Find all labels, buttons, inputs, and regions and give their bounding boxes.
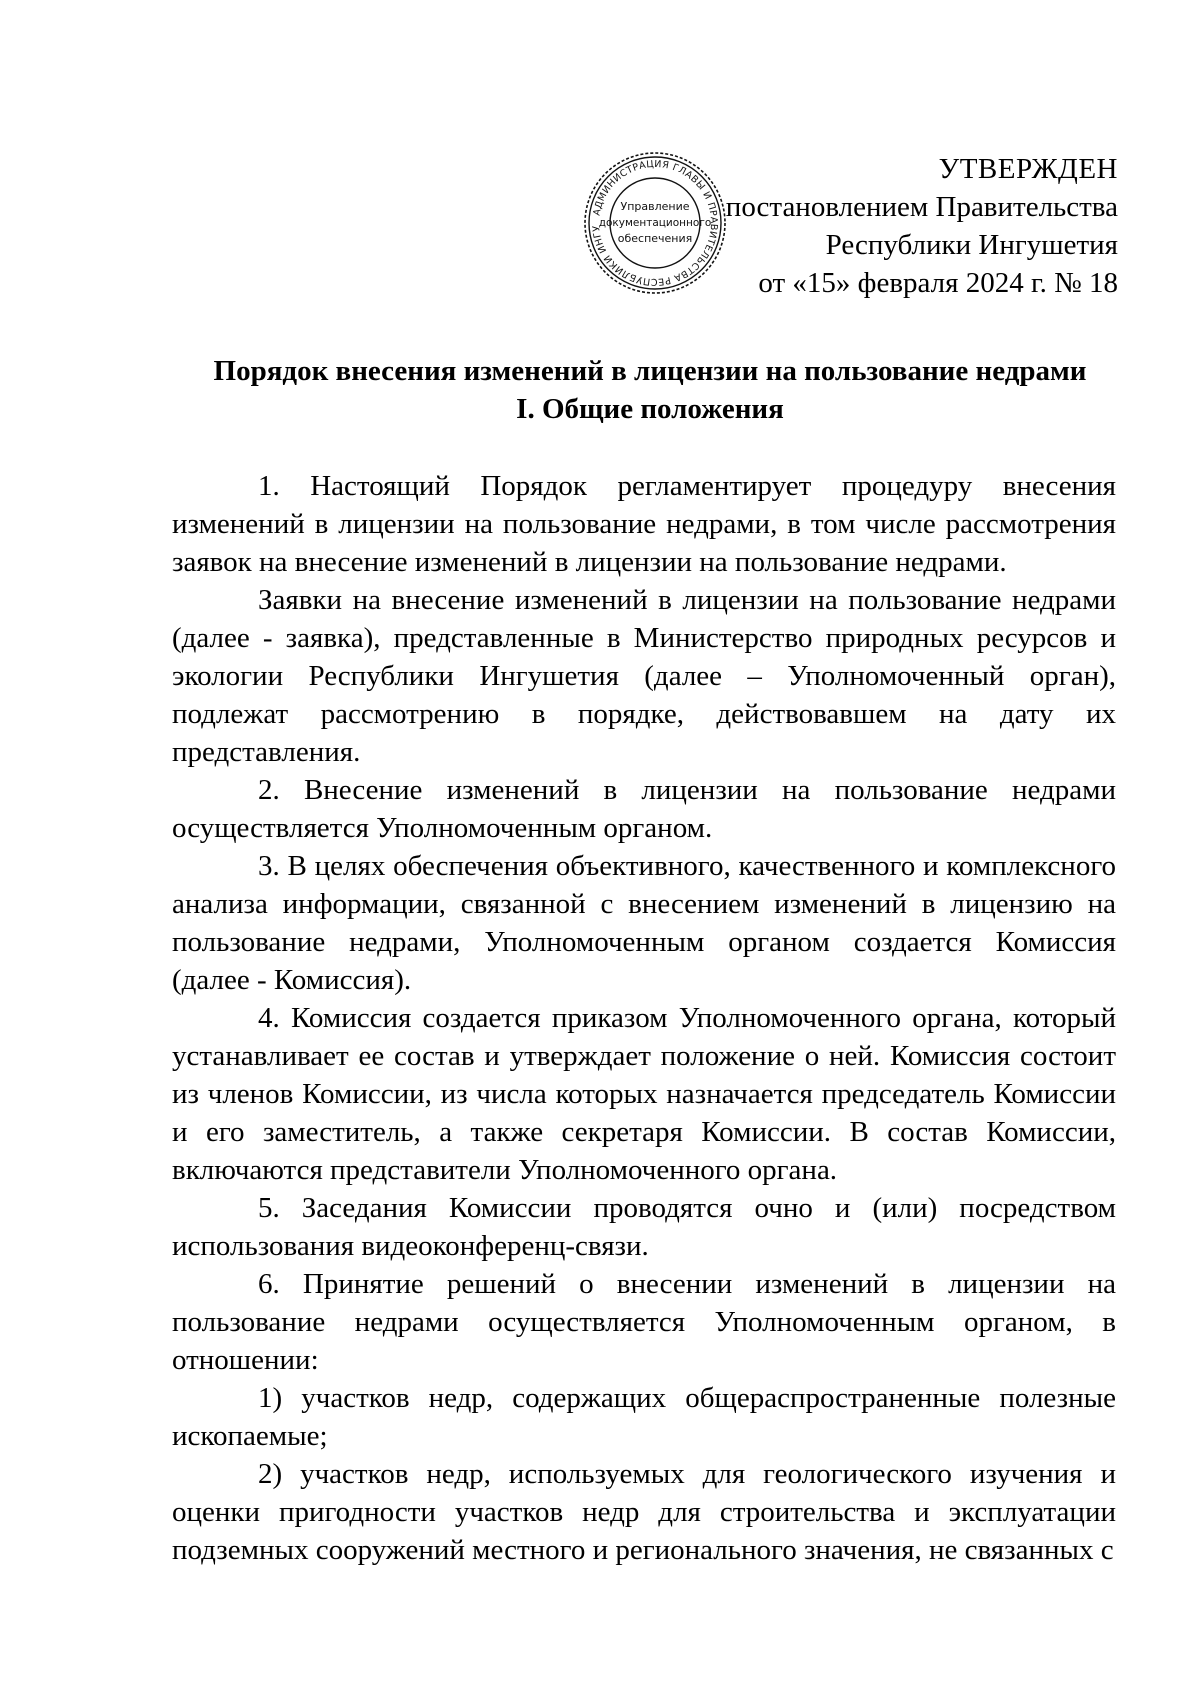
paragraph-8: 1) участков недр, содержащих общераспространенные полезные ископаемые;	[172, 1382, 1116, 1452]
paragraph-3: 2. Внесение изменений в лицензии на пользование недрами осуществляется Уполномоченным органом.	[172, 774, 1116, 844]
paragraph-7: 6. Принятие решений о внесении изменений в лицензии на пользование недрами осуществляется Уполномоченным органом, в отношении:	[172, 1268, 1116, 1376]
document-body	[172, 467, 1116, 1569]
paragraph-1: 1. Настоящий Порядок регламентирует процедуру внесения изменений в лицензии на пользование недрами, в том числе рассмотрения заявок на внесение изменений в лицензии на пользование недрами.	[172, 470, 1116, 578]
paragraph-5: 4. Комиссия создается приказом Уполномоченного органа, который устанавливает ее состав и утверждает положение о ней. Комиссия состоит из членов Комиссии, из числа которых назначается председатель Комиссии и его заместитель, а также секретаря Комиссии. В состав Комиссии, включаются представители Уполномоченного органа.	[172, 1002, 1116, 1186]
approval-republic: Республики Ингушетия	[825, 229, 1118, 261]
svg-text:документационного: документационного	[598, 217, 712, 229]
svg-text:обеспечения: обеспечения	[617, 232, 693, 245]
document-title: Порядок внесения изменений в лицензии на пользование недрами	[213, 355, 1087, 387]
approval-heading: УТВЕРЖДЕН	[938, 153, 1118, 185]
approval-block	[700, 150, 1118, 302]
paragraph-6: 5. Заседания Комиссии проводятся очно и (или) посредством использования видеоконференц-связи.	[172, 1192, 1116, 1262]
paragraph-9: 2) участков недр, используемых для геологического изучения и оценки пригодности участков недр для строительства и эксплуатации подземных сооружений местного и регионального значения, не связанных с	[172, 1458, 1116, 1566]
section-heading: I. Общие положения	[516, 393, 784, 425]
approval-decree: постановлением Правительства	[725, 191, 1118, 223]
paragraph-2: Заявки на внесение изменений в лицензии на пользование недрами (далее - заявка), представленные в Министерство природных ресурсов и экологии Республики Ингушетия (далее – Уполномоченный орган), подлежат рассмотрению в порядке, действовавшем на дату их представления.	[172, 584, 1116, 768]
svg-text:АДМИНИСТРАЦИЯ ГЛАВЫ И ПРАВИТЕЛ: АДМИНИСТРАЦИЯ ГЛАВЫ И ПРАВИТЕЛЬСТВА РЕСПУБЛИКИ ИНГУ	[590, 158, 720, 288]
document-title-block	[150, 352, 1150, 428]
svg-text:Управление: Управление	[620, 200, 690, 213]
approval-date-number: от «15» февраля 2024 г. № 18	[758, 267, 1118, 299]
paragraph-4: 3. В целях обеспечения объективного, качественного и комплексного анализа информации, связанной с внесением изменений в лицензию на пользование недрами, Уполномоченным органом создается Комиссия (далее - Комиссия).	[172, 850, 1116, 996]
